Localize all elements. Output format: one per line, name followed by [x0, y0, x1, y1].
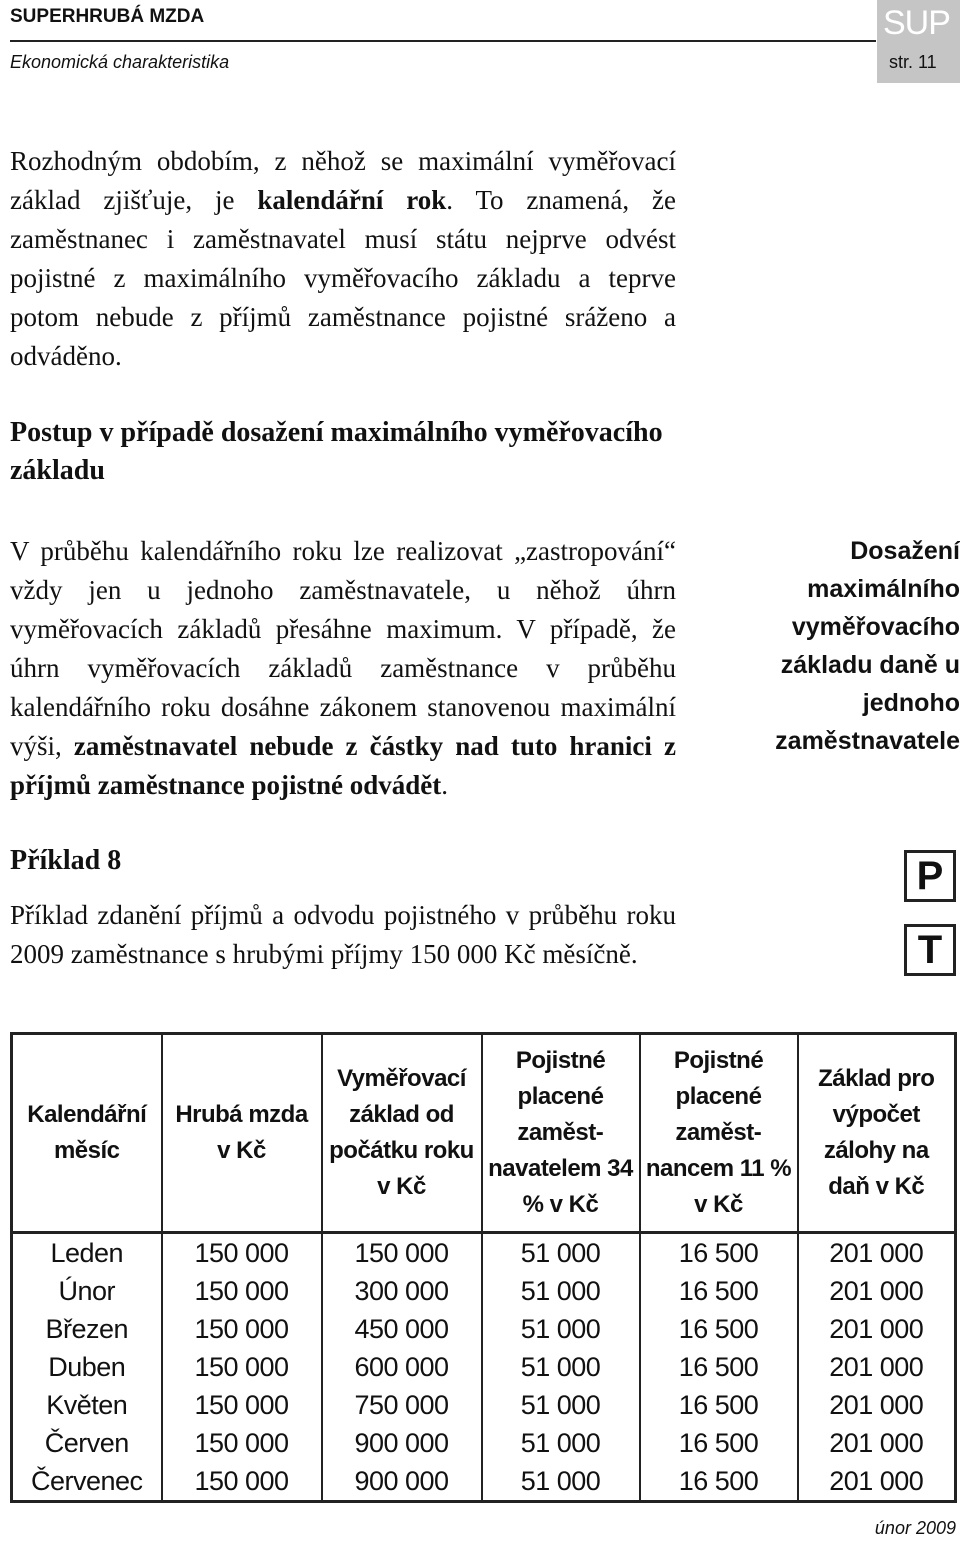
p-icon: P	[904, 850, 956, 902]
table-cell: 150 000	[162, 1272, 322, 1310]
table-cell: 750 000	[322, 1386, 482, 1424]
intro-bold: kalendářní rok	[257, 185, 447, 215]
table-cell: 16 500	[640, 1462, 798, 1502]
table-cell: 150 000	[162, 1462, 322, 1502]
section-heading: Postup v případě dosažení maximálního vyměřovacího základu	[10, 417, 663, 486]
header-title: SUPERHRUBÁ MZDA	[10, 6, 205, 27]
header-cell-employer-insurance: Pojistné placené zaměstnavatelem 34 % v Kč	[482, 1034, 640, 1233]
table-cell: Červenec	[12, 1462, 162, 1502]
table-cell: 150 000	[322, 1233, 482, 1273]
procedure-bold: zaměstnavatel nebude z částky nad tuto hranici z příjmů zaměstnance pojistné odvádět	[10, 731, 676, 800]
table-cell: 51 000	[482, 1424, 640, 1462]
t-icon: T	[904, 924, 956, 976]
table-cell: 900 000	[322, 1462, 482, 1502]
table-cell: 150 000	[162, 1424, 322, 1462]
table-cell: 201 000	[798, 1424, 956, 1462]
table-cell: 201 000	[798, 1310, 956, 1348]
table-row	[12, 1272, 956, 1310]
example-text: Příklad zdanění příjmů a odvodu pojistného v průběhu roku 2009 zaměstnance s hrubými příjmy 150 000 Kč měsíčně.	[10, 900, 676, 969]
table-cell: 16 500	[640, 1424, 798, 1462]
table-cell: 16 500	[640, 1310, 798, 1348]
table-cell: 150 000	[162, 1386, 322, 1424]
intro-text-1: Rozhodným obdobím, z něhož se maximální vyměřovací základ zjišťuje, je	[10, 146, 676, 215]
section-code-box	[877, 0, 960, 83]
table-cell: 150 000	[162, 1233, 322, 1273]
table-row	[12, 1310, 956, 1348]
table-cell: 51 000	[482, 1233, 640, 1273]
table-cell: 450 000	[322, 1310, 482, 1348]
table-row	[12, 1386, 956, 1424]
intro-text-2: . To znamená, že zaměstnanec i zaměstnavatel musí státu nejprve odvést pojistné z maximálního vyměřovacího základu a teprve potom nebude z příjmů zaměstnance pojistné sráženo a odváděno.	[10, 185, 676, 371]
procedure-text-1: V průběhu kalendářního roku lze realizovat „zastropování“ vždy jen u jednoho zaměstnavatele, u něhož úhrn vyměřovacích základů přesáhne maximum. V případě, že úhrn vyměřovacích základů zaměstnance v průběhu kalendářního roku dosáhne zákonem stanovenou maximální výši,	[10, 536, 676, 761]
section-code: SUP	[883, 4, 950, 42]
table-row	[12, 1424, 956, 1462]
table-cell: 16 500	[640, 1233, 798, 1273]
table-cell: 201 000	[798, 1386, 956, 1424]
header-cell-tax-base: Základ pro výpočet zálohy na daň v Kč	[798, 1034, 956, 1233]
page-number: str. 11	[889, 52, 937, 72]
header-cell-gross-wage: Hrubá mzda v Kč	[162, 1034, 322, 1233]
header-subtitle: Ekonomická charakteristika	[10, 52, 230, 72]
table-cell: 600 000	[322, 1348, 482, 1386]
table-row	[12, 1348, 956, 1386]
table-row	[12, 1233, 956, 1273]
header-cell-employee-insurance: Pojistné placené zaměstnancem 11 % v Kč	[640, 1034, 798, 1233]
table-cell: 51 000	[482, 1272, 640, 1310]
table-cell: 150 000	[162, 1348, 322, 1386]
footer-date: únor 2009	[874, 1518, 956, 1538]
table-cell: 201 000	[798, 1233, 956, 1273]
table-cell: 150 000	[162, 1310, 322, 1348]
table-cell: 51 000	[482, 1386, 640, 1424]
payroll-table	[10, 1032, 957, 1503]
intro-paragraph	[10, 142, 676, 376]
table-cell: Únor	[12, 1272, 162, 1310]
header-cell-assessment-base: Vyměřovací základ od počátku roku v Kč	[322, 1034, 482, 1233]
table-cell: Červen	[12, 1424, 162, 1462]
header-cell-month: Kalendářní měsíc	[12, 1034, 162, 1233]
procedure-text-2: .	[441, 770, 448, 800]
table-cell: 51 000	[482, 1310, 640, 1348]
table-cell: Květen	[12, 1386, 162, 1424]
side-note: Dosažení maximálního vyměřovacího základu daně u jednoho zaměstnavatele	[775, 537, 960, 755]
table-cell: 201 000	[798, 1462, 956, 1502]
table-header-row	[12, 1034, 956, 1233]
table-cell: 201 000	[798, 1348, 956, 1386]
table-cell: Březen	[12, 1310, 162, 1348]
table-cell: 300 000	[322, 1272, 482, 1310]
procedure-paragraph	[10, 532, 676, 805]
table-cell: 16 500	[640, 1348, 798, 1386]
header-rule	[10, 40, 876, 42]
table-cell: 16 500	[640, 1272, 798, 1310]
table-cell: 51 000	[482, 1462, 640, 1502]
table-cell: 900 000	[322, 1424, 482, 1462]
example-title: Příklad 8	[10, 845, 122, 876]
table-cell: 16 500	[640, 1386, 798, 1424]
table-cell: 201 000	[798, 1272, 956, 1310]
table-cell: Leden	[12, 1233, 162, 1273]
table-cell: Duben	[12, 1348, 162, 1386]
table-cell: 51 000	[482, 1348, 640, 1386]
table-row	[12, 1462, 956, 1502]
